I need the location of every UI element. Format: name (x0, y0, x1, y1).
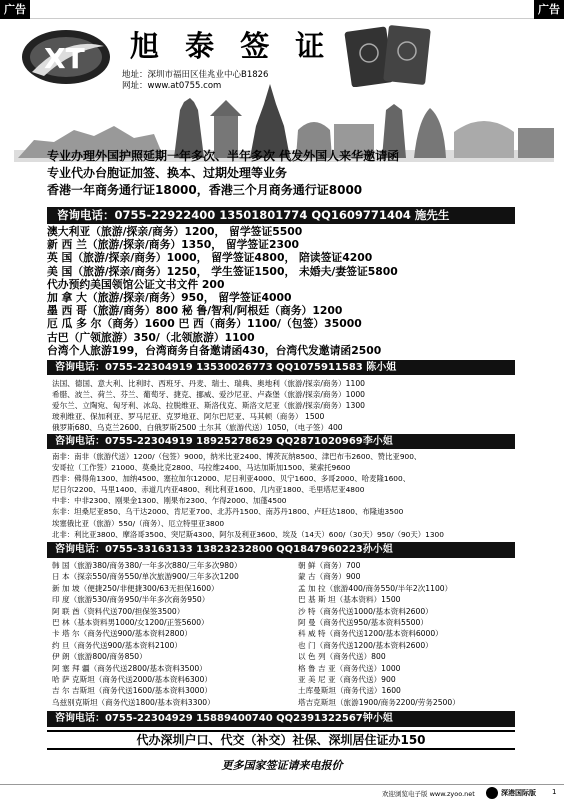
table-row (52, 674, 512, 685)
table-row (52, 560, 512, 571)
table-row (52, 651, 512, 662)
hero-line: 专业代办台胞证加签、换本、过期处理等业务 (47, 166, 288, 180)
contact-bar-4: 咨询电话：0755-33163133 13823232800 QQ1847960223孙小姐 (47, 542, 515, 558)
top-bar (0, 0, 564, 19)
list-item: 伊 朗（旅游800/商务850） (52, 652, 147, 662)
contact-bar-5: 咨询电话：0755-22304929 15889400740 QQ2391322567钟小姐 (47, 711, 515, 727)
table-row (52, 571, 512, 582)
list-item: 代办预约美国领馆公证文书文件 200 (47, 277, 225, 291)
list-item: 巴 林（基本资料男1000/女1200/正签5600） (52, 617, 209, 627)
list-item: 孟 加 拉（旅游400/商务550/半年2次1100） (298, 583, 453, 593)
list-item: 巴 基 斯 坦（基本资料）1500 (298, 595, 401, 605)
list-item: 墨 西 哥（旅游/商务）800 秘 鲁/智利/阿根廷（商务）1200 (47, 304, 343, 318)
list-item: 阿 曼（商务代送950/基本资料5500） (298, 617, 428, 627)
contact-bar-1: 咨询电话：0755-22922400 13501801774 QQ1609771404 施先生 (47, 207, 515, 224)
table-row (52, 617, 512, 628)
list-item: 科 威 特（商务代送1200/基本资料6000） (298, 629, 443, 639)
list-item: 日 本（探亲550/商务550/单次旅游900/三年多次1200 (52, 572, 239, 582)
hero-line: 专业办理外国护照延期一年多次、半年多次 代发外国人来华邀请函 (47, 149, 400, 163)
hero-line: 香港一年商务通行证18000，香港三个月商务通行证8000 (47, 183, 363, 197)
table-row (52, 697, 512, 708)
visa-list-asia (52, 560, 512, 708)
list-item: 也 门（商务代送1200/基本资料2600） (298, 640, 433, 650)
list-item: 新 西 兰（旅游/探亲/商务）1350， 留学签证2300 (47, 238, 300, 252)
list-item: 北非：利比亚3800、摩洛哥3500、突尼斯4300、阿尔及利亚3600、埃及（14天）600/（30天）950/（90天）1300 (52, 529, 444, 539)
contact-bar-2: 咨询电话：0755-22304919 13530026773 QQ1075911583 陈小姐 (47, 360, 515, 375)
list-item: 美 国（旅游/探亲/商务）1250， 学生签证1500， 未婚夫/妻签证5800 (47, 264, 398, 278)
list-item: 埃塞俄比亚（旅游）550/（商务）、厄立特里亚3800 (52, 518, 225, 528)
footer-browse: 欢迎浏览电子版 www.zyoo.net (382, 790, 475, 798)
svg-text:XT: XT (44, 42, 85, 75)
visa-list-main (47, 225, 515, 357)
list-item: 韩 国（旅游380/商务380/一年多次880/三年多次980） (52, 561, 242, 570)
list-item: 约 旦（商务代送900/基本资料2100） (52, 640, 182, 650)
visa-list-europe (52, 378, 512, 433)
list-item: 卡 塔 尔（商务代送900/基本资料2800） (52, 629, 192, 639)
table-row (52, 583, 512, 594)
table-row (52, 628, 512, 639)
address: 地址：深圳市福田区佳兆业中心B1826 (122, 70, 269, 80)
brand-name: 旭 泰 签 证 (130, 29, 333, 63)
list-item: 法国、德国、意大利、比利时、西班牙、丹麦、瑞士、瑞典、奥地利（旅游/探亲/商务）1100 (52, 379, 366, 388)
list-item: 蒙 古（商务）900 (298, 572, 361, 582)
list-item: 乌兹别克斯坦（商务代送1800/基本资料3300） (52, 697, 215, 707)
list-item: 俄罗斯680、乌克兰2600、白俄罗斯2500 土尔其（旅游代送）1050，（电子签）400 (52, 423, 343, 432)
passports-icon (344, 25, 432, 87)
list-item: 塔吉克斯坦（旅游1900/商务2200/劳务2500） (298, 697, 460, 707)
list-item: 以 色 列（商务代送）800 (298, 652, 386, 662)
list-item: 朝 鲜（商务）700 (298, 561, 361, 570)
list-item: 亚 美 尼 亚（商务代送）900 (298, 674, 396, 684)
page-number: 1 (552, 788, 557, 796)
list-item: 新 加 坡（便捷250/非便捷300/63无担保1600） (52, 583, 219, 593)
list-item: 哈 萨 克斯坦（商务代送2000/基本资料6300） (52, 674, 212, 684)
list-item: 南非：南非（旅游代送）1200/（包签）9000，纳米比亚2400、博茨瓦纳8500、津巴布韦2600、赞比亚900、 (52, 452, 422, 461)
list-item: 尼日尔2200、马里1400、赤道几内亚4800、利比利亚1600、几内亚1800、毛里塔尼亚4800 (52, 485, 365, 495)
list-item: 东非：坦桑尼亚850、乌干达2000、肯尼亚700、北苏丹1500、南苏丹1800、卢旺达1800、布隆迪3500 (52, 507, 404, 517)
header (14, 20, 554, 140)
list-item: 中非：中非2300、刚果金1300、刚果布2300、乍得2000、加蓬4500 (52, 496, 287, 506)
list-item: 安哥拉（工作签）21000、莫桑比克2800、马拉维2400、马达加斯加1500、莱索托9600 (52, 463, 351, 473)
ad-tag-left: 广告 (0, 0, 30, 19)
list-item: 希腊、波兰、荷兰、芬兰、葡萄牙、捷克、挪威、爱沙尼亚、卢森堡（旅游/探亲/商务）1000 (52, 390, 366, 399)
contact-bar-3: 咨询电话：0755-22304919 18925278629 QQ2871020969李小姐 (47, 434, 515, 449)
list-item: 古巴（广领旅游）350/（北领旅游）1100 (47, 330, 255, 344)
visa-list-africa (52, 451, 512, 540)
list-item: 格 鲁 吉 亚（商务代送）1000 (298, 663, 401, 673)
publication-logo-icon (486, 787, 498, 799)
hero-lines (47, 148, 515, 199)
list-item: 印 度（旅游530/商务950/半年多次商务950） (52, 595, 210, 605)
table-row (52, 594, 512, 605)
list-item: 西非：佛得角1300、加纳4500、塞拉加尔12000、尼日利亚4000、贝宁1600、多哥2000、哈麦隆1600、 (52, 474, 411, 484)
list-item: 台湾个人旅游199，台湾商务自备邀请函430，台湾代发邀请函2500 (47, 343, 382, 357)
table-row (52, 685, 512, 696)
list-item: 澳大利亚（旅游/探亲/商务）1200， 留学签证5500 (47, 225, 303, 238)
list-item: 爱尔兰、立陶宛、匈牙利、冰岛、拉脱维亚、斯洛伐克、斯洛文尼亚（旅游/探亲/商务）1300 (52, 401, 366, 410)
list-item: 玻利维亚、保加利亚、罗马尼亚、克罗地亚、阿尔巴尼亚、马其顿（商务） 1500 (52, 412, 325, 421)
hukou-banner: 代办深圳户口、代交（补交）社保、深圳居住证办150 (47, 730, 515, 750)
table-row (52, 663, 512, 674)
list-item: 沙 特（商务代送1000/基本资料2600） (298, 606, 433, 616)
footer-publication: 深港国际版 (501, 789, 536, 797)
table-row (52, 606, 512, 617)
list-item: 阿 联 酋（资料代送700/担保签3500） (52, 606, 185, 616)
ad-tag-right: 广告 (534, 0, 564, 19)
list-item: 加 拿 大（旅游/探亲/商务）950， 留学签证4000 (47, 291, 292, 305)
list-item: 土库曼斯坦（商务代送）1600 (298, 686, 401, 696)
table-row (52, 640, 512, 651)
list-item: 阿 塞 拜 疆（商务代送2800/基本资料3500） (52, 663, 207, 673)
list-item: 吉 尔 吉斯坦（商务代送1600/基本资料3000） (52, 686, 212, 696)
footer (0, 784, 564, 800)
list-item: 厄 瓜 多 尔（商务）1600 巴 西（商务）1100/（包签）35000 (47, 317, 362, 331)
website: 网址：www.at0755.com (122, 81, 222, 91)
more-countries-note: 更多国家签证请来电报价 (221, 759, 343, 772)
company-logo-icon (20, 28, 112, 86)
list-item: 英 国（旅游/探亲/商务）1000， 留学签证4800， 陪读签证4200 (47, 251, 373, 265)
